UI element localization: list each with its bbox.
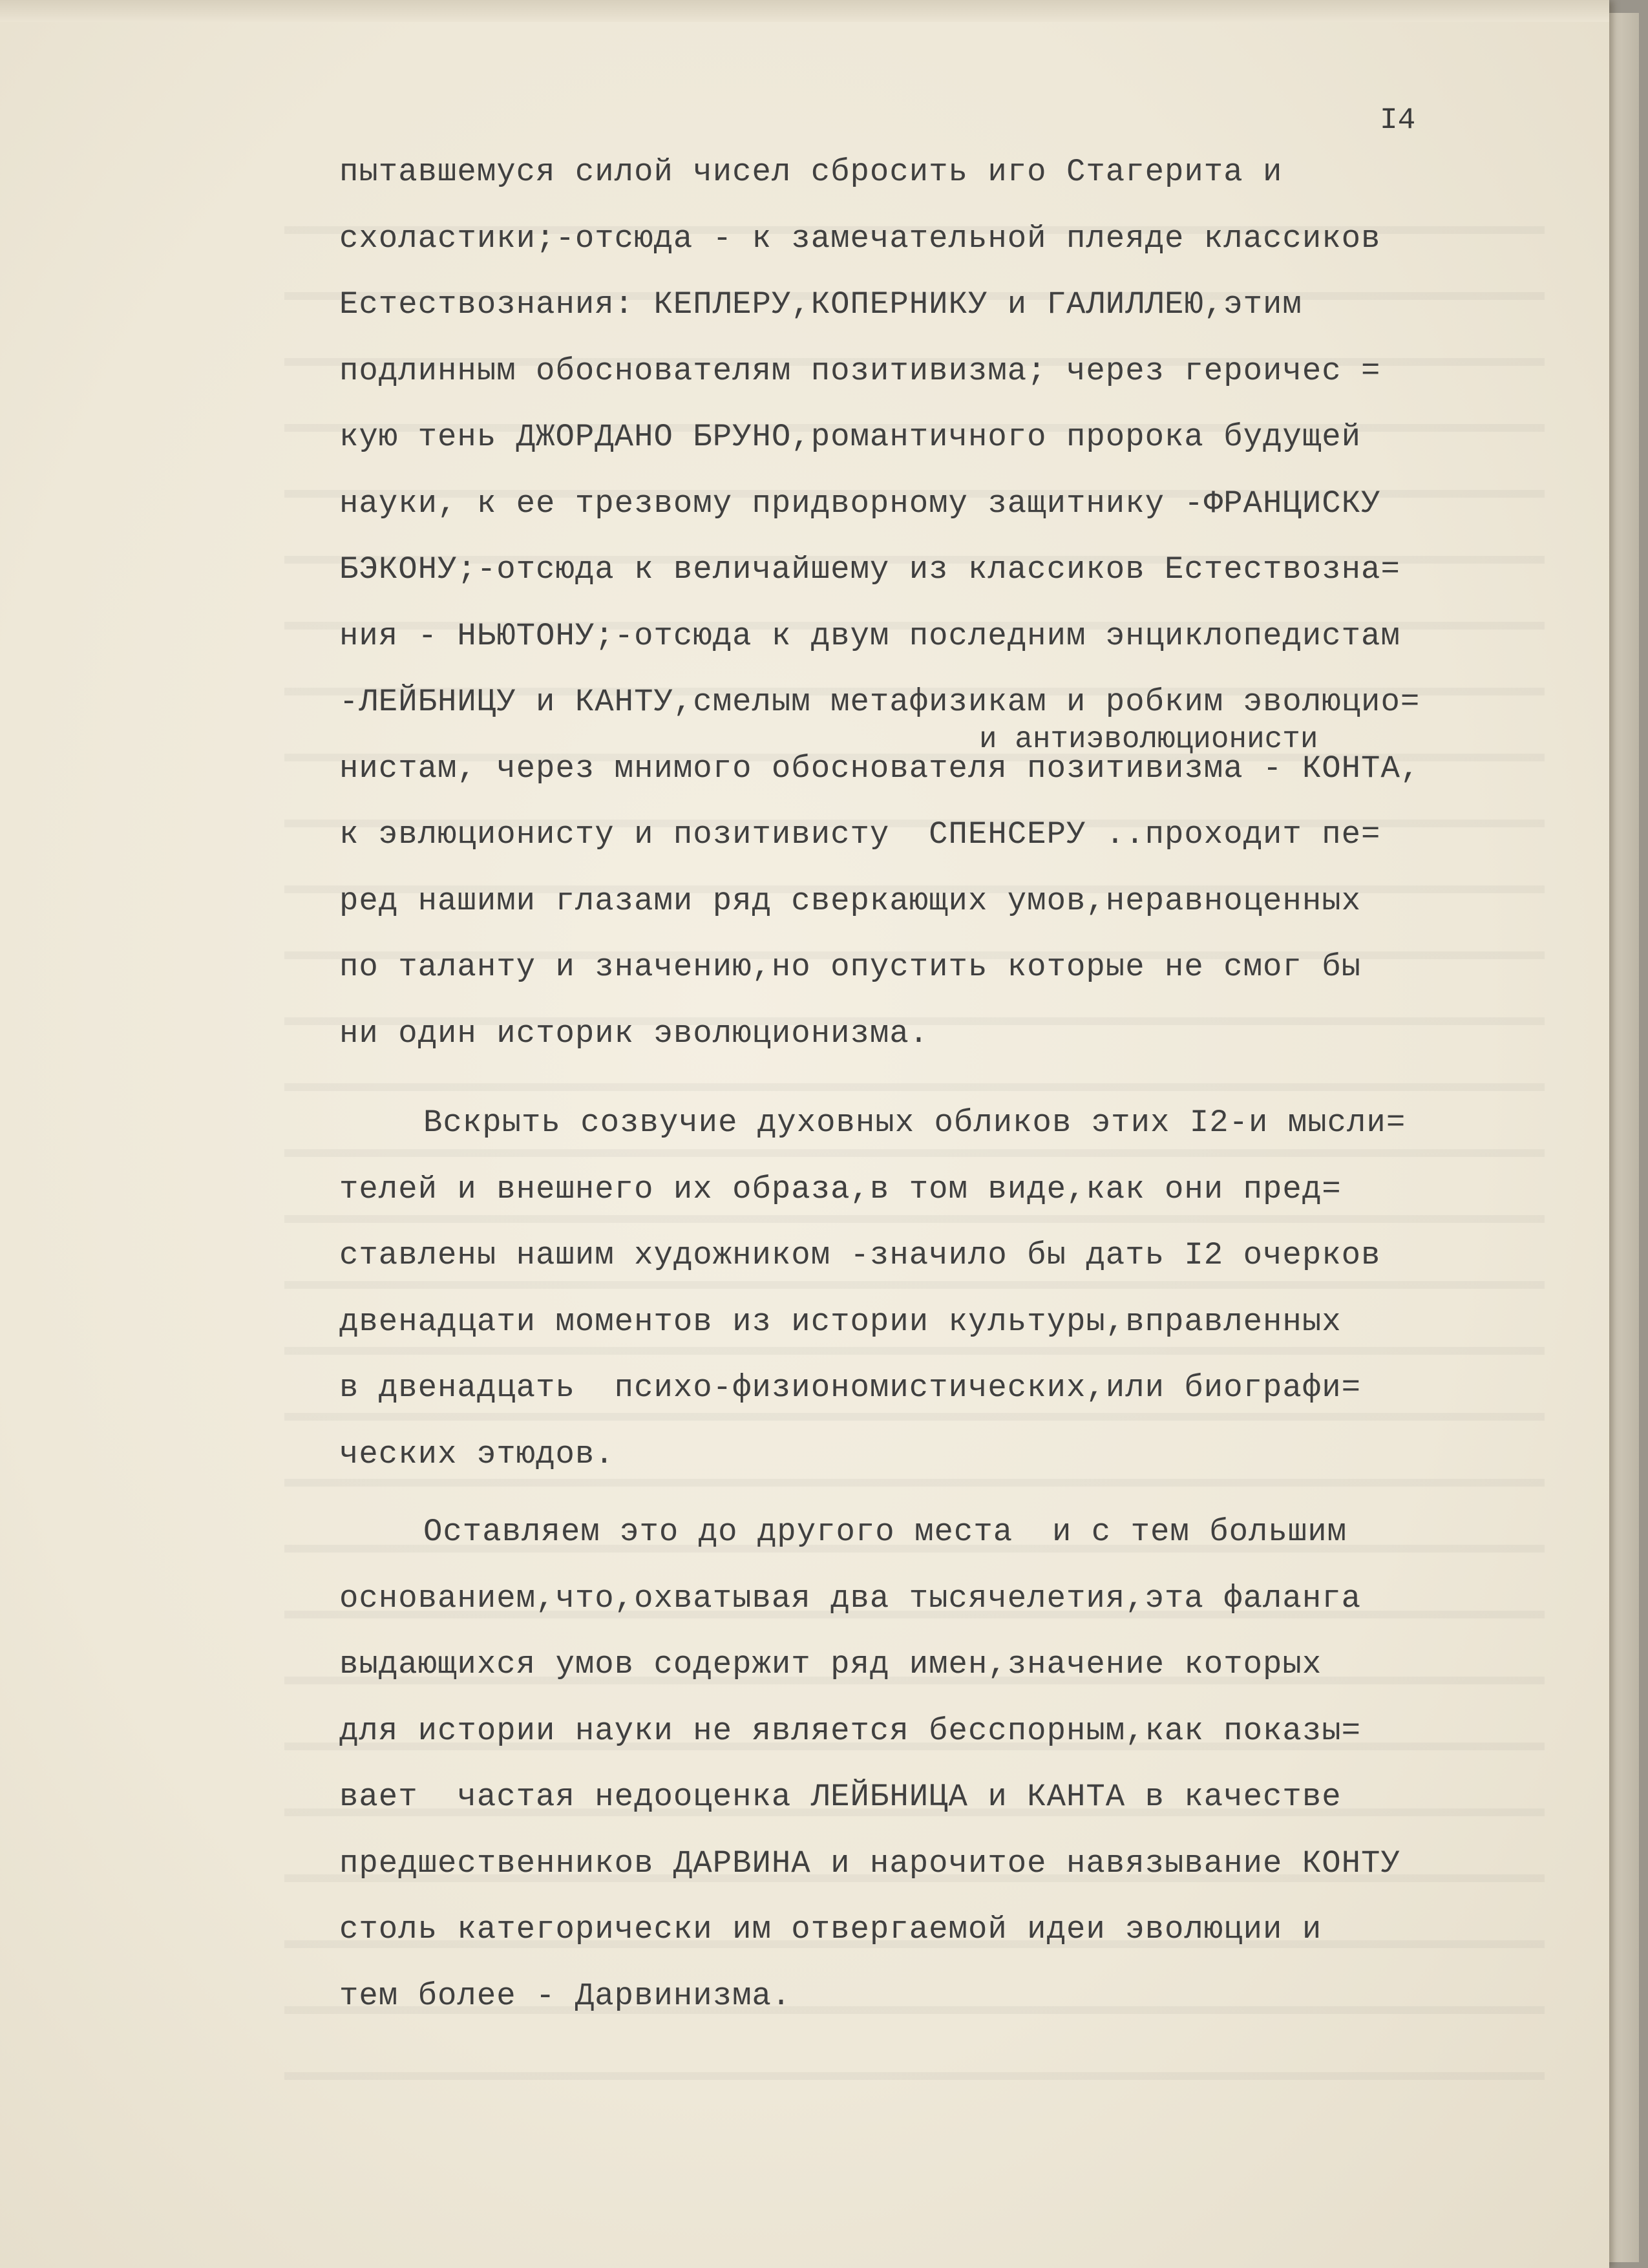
page-top-edge: [0, 0, 1609, 22]
text-line: кую тень ДЖОРДАНО БРУНО,романтичного пророка будущей: [339, 419, 1362, 455]
text-line: ставлены нашим художником -значило бы дать I2 очерков: [339, 1237, 1381, 1273]
text-line: схоластики;-отсюда - к замечательной плеяде классиков: [339, 220, 1381, 257]
text-line: Вскрыть созвучие духовных обликов этих I2-и мысли=: [423, 1105, 1406, 1141]
text-line: ческих этюдов.: [339, 1436, 615, 1472]
text-line: вает частая недооценка ЛЕЙБНИЦА и КАНТА в качестве: [339, 1779, 1342, 1815]
text-line: основанием,что,охватывая два тысячелетия,эта фаланга: [339, 1580, 1362, 1616]
text-line: -ЛЕЙБНИЦУ и КАНТУ,смелым метафизикам и робким эволюцио=: [339, 684, 1421, 720]
text-line: БЭКОНУ;-отсюда к величайшему из классиков Естествозна=: [339, 551, 1400, 588]
text-body: [339, 139, 1567, 2029]
text-line: Естествознания: КЕПЛЕРУ,КОПЕРНИКУ и ГАЛИЛЛЕЮ,этим: [339, 286, 1302, 323]
text-line: пытавшемуся силой чисел сбросить иго Стагерита и: [339, 154, 1283, 190]
text-line: науки, к ее трезвому придворному защитнику -ФРАНЦИСКУ: [339, 485, 1381, 522]
handwritten-insertion: и антиэволюционисти: [979, 723, 1318, 756]
text-line: ни один историк эволюционизма.: [339, 1015, 929, 1052]
text-line: столь категорически им отвергаемой идеи эволюции и: [339, 1911, 1322, 1947]
text-line: предшественников ДАРВИНА и нарочитое навязывание КОНТУ: [339, 1845, 1400, 1881]
text-line: тем более - Дарвинизма.: [339, 1977, 792, 2014]
text-line: нистам, через мнимого обоснователя позитивизма - КОНТА,: [339, 750, 1421, 787]
text-line: телей и внешнего их образа,в том виде,как они пред=: [339, 1171, 1342, 1207]
text-line: ред нашими глазами ряд сверкающих умов,неравноценных: [339, 882, 1362, 919]
page-number: I4: [1380, 103, 1416, 137]
text-line: выдающихся умов содержит ряд имен,значение которых: [339, 1646, 1322, 1682]
text-line: двенадцати моментов из истории культуры,вправленных: [339, 1303, 1342, 1340]
text-line: по таланту и значению,но опустить которые не смог бы: [339, 949, 1362, 985]
text-line: для истории науки не является бесспорным,как показы=: [339, 1712, 1362, 1749]
text-line: в двенадцать психо-физиономистических,или биографи=: [339, 1370, 1362, 1406]
text-line: к эвлюционисту и позитивисту СПЕНСЕРУ ..проходит пе=: [339, 816, 1381, 853]
text-line: подлинным обоснователям позитивизма; через героичес =: [339, 352, 1381, 389]
text-line: ния - НЬЮТОНУ;-отсюда к двум последним энциклопедистам: [339, 617, 1400, 654]
text-line: Оставляем это до другого места и с тем большим: [423, 1514, 1347, 1550]
